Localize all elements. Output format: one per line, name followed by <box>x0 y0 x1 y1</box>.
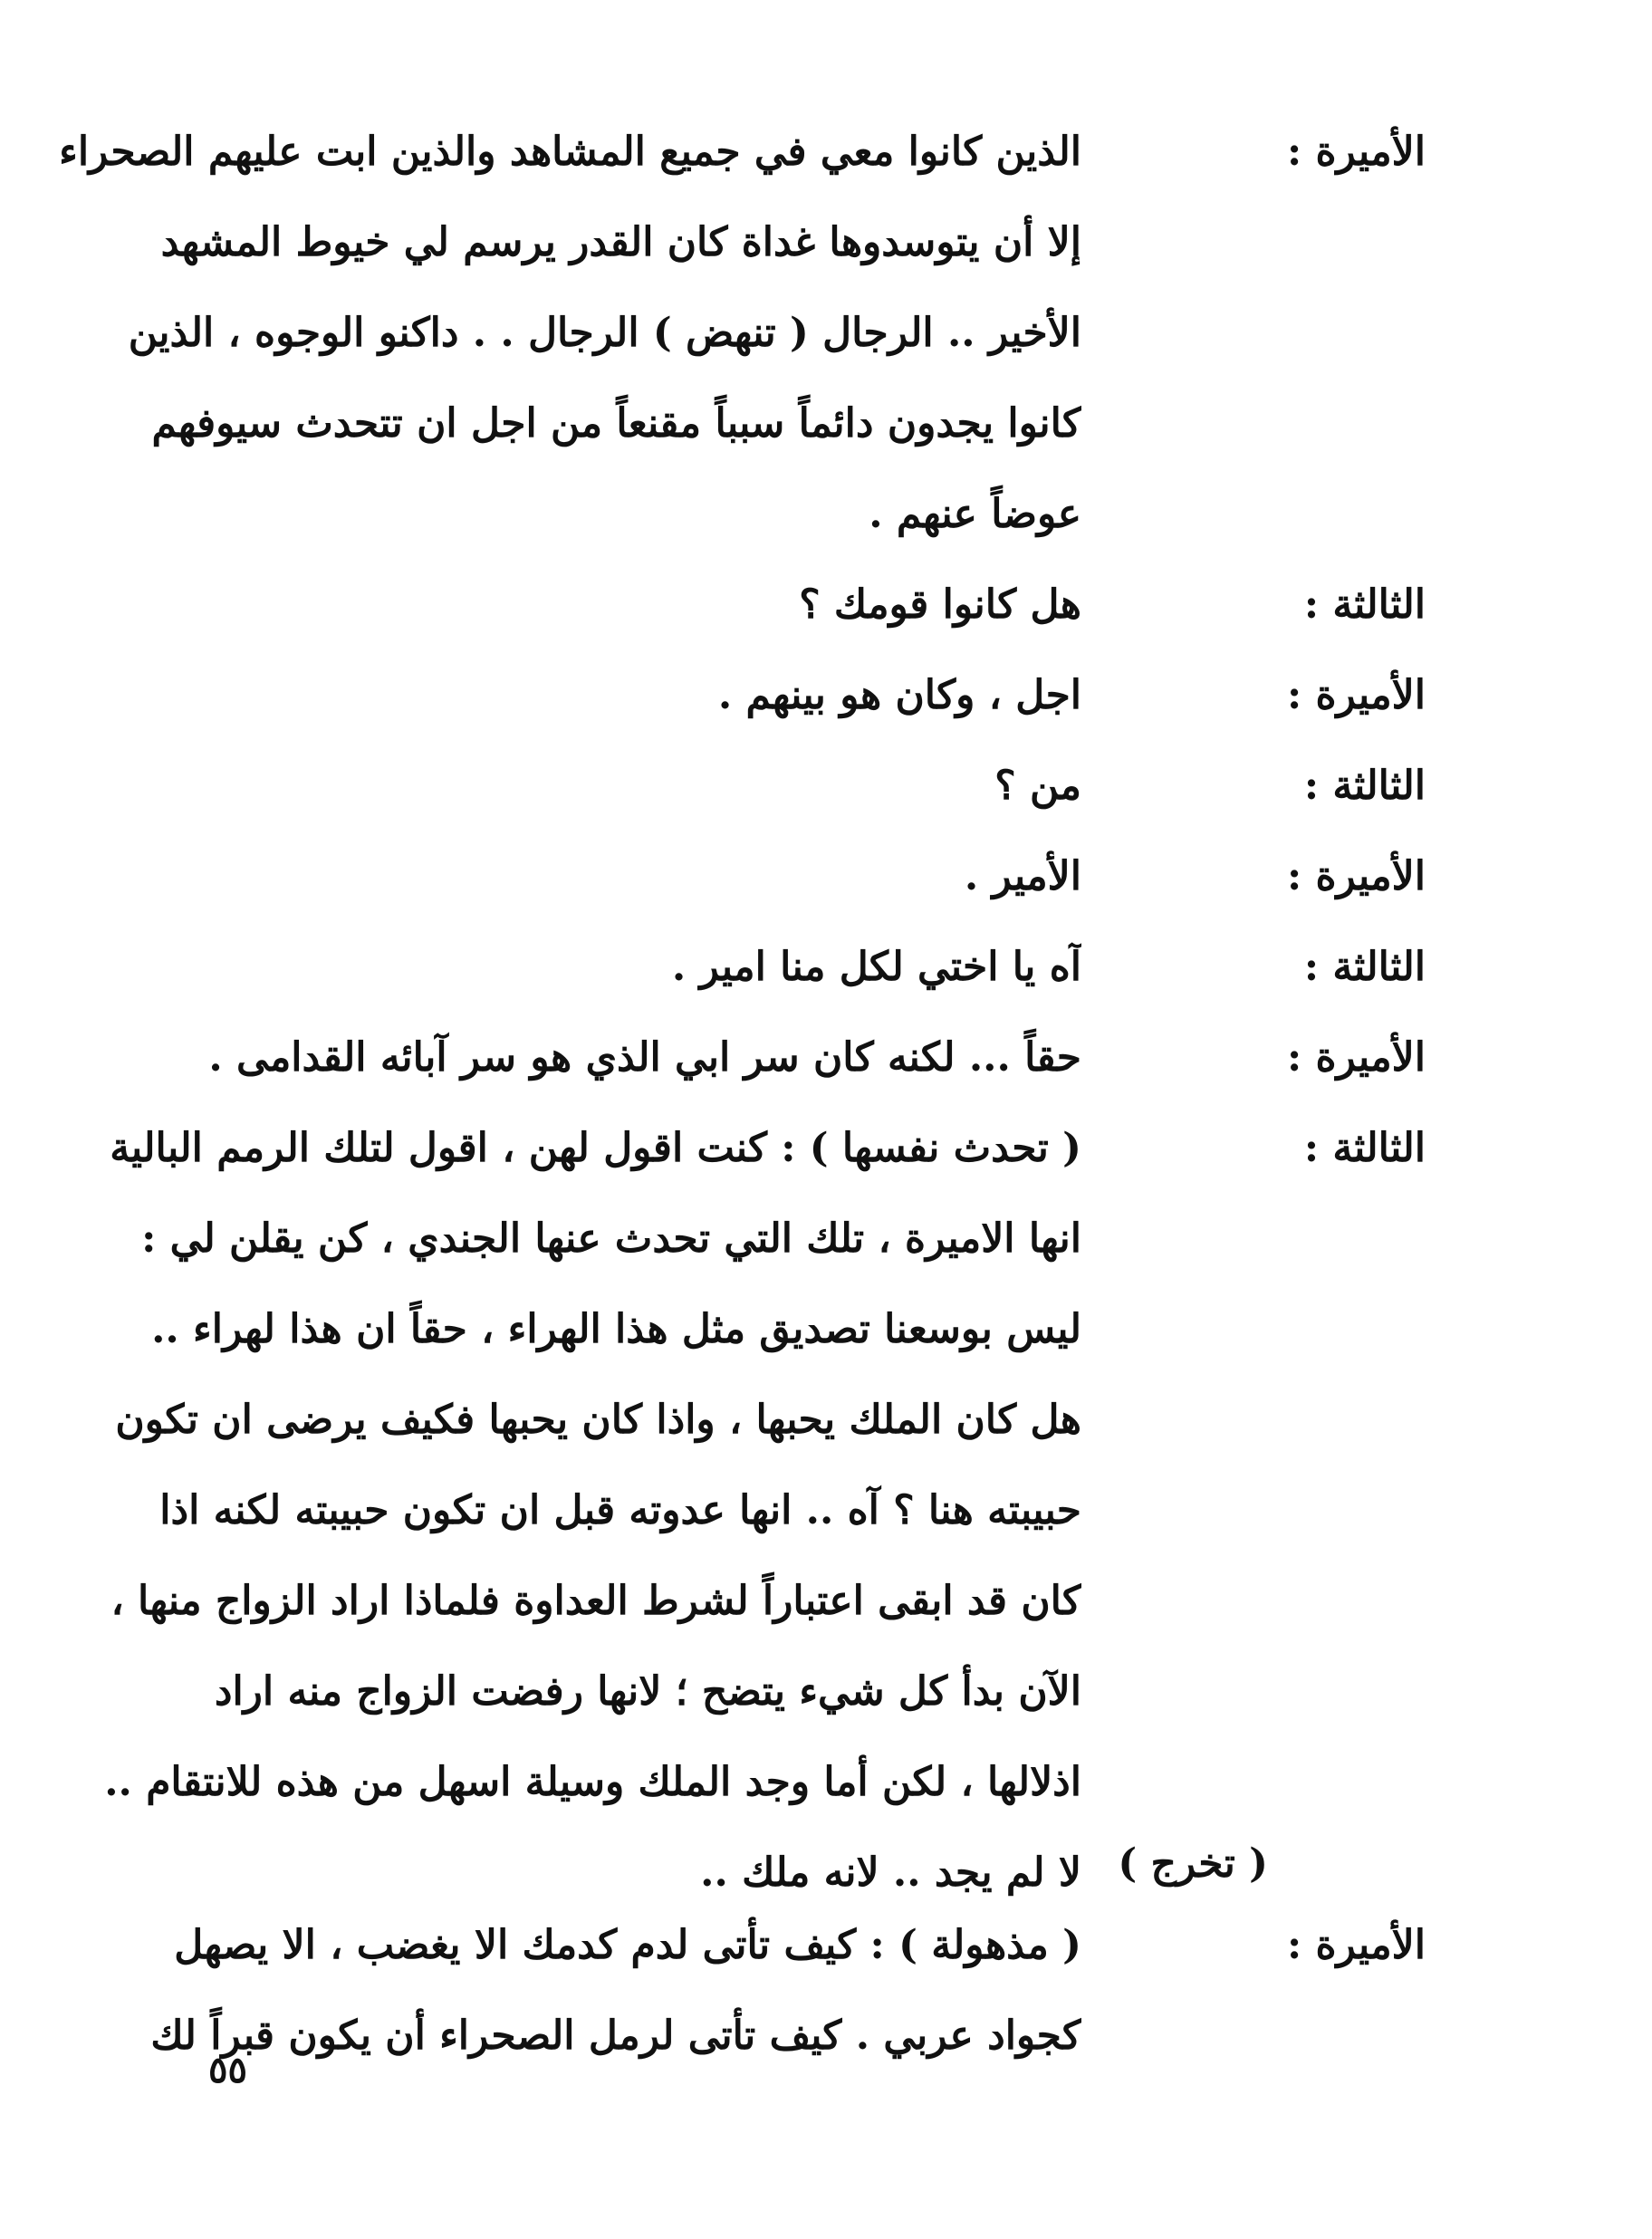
page-number: ٥٥ <box>208 2049 247 2091</box>
speaker-name: الأميرة : <box>1286 129 1426 175</box>
speaker-name: الأميرة : <box>1286 1922 1426 1968</box>
speech-text <box>194 1013 1081 1103</box>
speech-line: انها الاميرة ، تلك التي تحدث عنها الجندي ، كن يقلن لي : <box>141 1216 1081 1262</box>
speech-line: الآن بدأ كل شيء يتضح ؛ لانها رفضت الزواج منه اراد <box>214 1668 1081 1715</box>
speech-text <box>194 922 1081 1013</box>
speech-text <box>194 650 1081 741</box>
speech-text <box>104 1103 1081 1918</box>
speech-line: الأمير . <box>964 853 1081 899</box>
speech-line: آه يا اختي لكل منا امير . <box>671 944 1081 990</box>
speech-line: حبيبته هنا ؟ آه .. انها عدوته قبل ان تكون حبيبته لكنه اذا <box>159 1487 1081 1533</box>
speaker-name: الثالثة : <box>1303 763 1426 809</box>
speech-text <box>59 107 1081 560</box>
dialogue-entry <box>59 107 1426 560</box>
speaker-name: الأميرة : <box>1286 672 1426 718</box>
speech-text <box>150 1900 1081 2081</box>
dialogue-entry <box>104 1103 1426 1918</box>
speaker-name: الثالثة : <box>1303 581 1426 628</box>
speech-line: كان قد ابقى اعتباراً لشرط العداوة فلماذا اراد الزواج منها ، <box>110 1578 1081 1624</box>
speech-text <box>194 560 1081 650</box>
speech-line: ( تحدث نفسها ) : كنت اقول لهن ، اقول لتلك الرمم البالية <box>110 1125 1081 1171</box>
speaker-name: الثالثة : <box>1303 1125 1426 1171</box>
speaker-name: الأميرة : <box>1286 1034 1426 1081</box>
speech-line: كجواد عربي . كيف تأتى لرمل الصحراء أن يكون قبراً لك <box>150 2013 1081 2059</box>
dialogue-entry <box>194 831 1426 922</box>
speech-text <box>194 831 1081 922</box>
speech-line: هل كان الملك يحبها ، واذا كان يحبها فكيف يرضى ان تكون <box>115 1397 1081 1443</box>
speech-line: اجل ، وكان هو بينهم . <box>717 672 1081 718</box>
speaker-name: الثالثة : <box>1303 944 1426 990</box>
speech-line: اذلالها ، لكن أما وجد الملك وسيلة اسهل من هذه للانتقام .. <box>104 1759 1081 1805</box>
stage-direction: ( تخرج ) <box>1118 1840 1268 1887</box>
dialogue-entry <box>194 650 1426 741</box>
dialogue-entry <box>194 922 1426 1013</box>
speech-line: حقاً ... لكنه كان سر ابي الذي هو سر آبائه القدامى . <box>208 1034 1081 1081</box>
dialogue-entry <box>194 560 1426 650</box>
speech-line: من ؟ <box>994 763 1081 809</box>
speech-line: هل كانوا قومك ؟ <box>799 581 1081 628</box>
dialogue-entry <box>150 1900 1426 2081</box>
speech-line: الذين كانوا معي في جميع المشاهد والذين ابت عليهم الصحراء <box>59 129 1081 175</box>
speech-line: الأخير .. الرجال ( تنهض ) الرجال . . داكنو الوجوه ، الذين <box>128 310 1081 356</box>
dialogue <box>59 107 1426 1918</box>
dialogue-entry <box>194 741 1426 831</box>
speech-line: كانوا يجدون دائماً سبباً مقنعاً من اجل ان تتحدث سيوفهم <box>151 400 1081 447</box>
speech-line: إلا أن يتوسدوها غداة كان القدر يرسم لي خيوط المشهد <box>160 219 1081 265</box>
speaker-name: الأميرة : <box>1286 853 1426 899</box>
speech-text <box>194 741 1081 831</box>
dialogue-entry <box>194 1013 1426 1103</box>
dialogue-continued <box>150 1900 1426 2081</box>
speech-line: ليس بوسعنا تصديق مثل هذا الهراء ، حقاً ان هذا لهراء .. <box>151 1306 1081 1352</box>
speech-line: عوضاً عنهم . <box>869 491 1081 537</box>
speech-line: ( مذهولة ) : كيف تأتى لدم كدمك الا يغضب ، الا يصهل <box>174 1922 1081 1968</box>
speech-line: لا لم يجد .. لانه ملك .. <box>700 1850 1081 1896</box>
